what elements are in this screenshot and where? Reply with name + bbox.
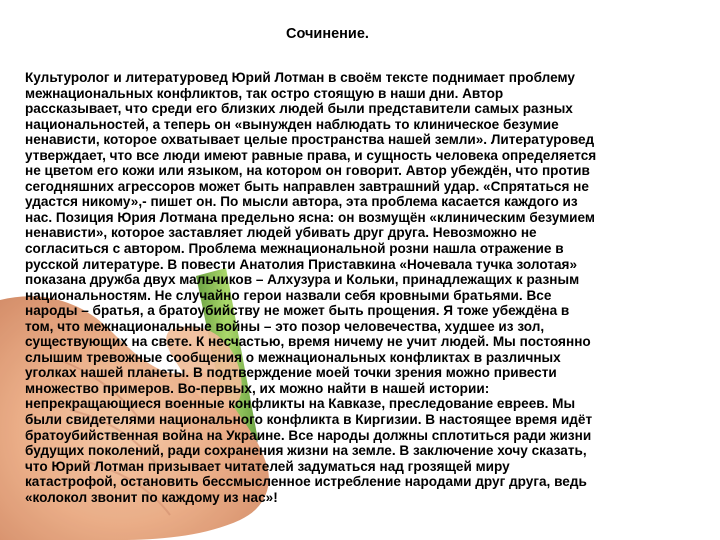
essay-line: братоубийственная война на Украине. Все народы должны сплотиться ради жизни [25,427,592,443]
essay-line: удастся никому»,- пишет он. По мысли автора, эта проблема касается каждого из [25,194,578,210]
essay-line: были свидетелями национального конфликта в Киргизии. В настоящее время идёт [25,412,593,428]
essay-line: национальностей, а теперь он «вынужден наблюдать то клиническое безумие [25,116,559,132]
essay-line: не цветом его кожи или языком, на котором он говорит. Автор убеждён, что против [25,163,590,179]
page-title: Сочинение. [286,26,369,42]
essay-line: существующих на свете. К несчастью, время ничему не учит людей. Мы постоянно [25,334,591,350]
essay-line: ненависти, которое охватывает целые пространства нашей земли». Литературовед [25,132,595,148]
essay-line: нас. Позиция Юрия Лотмана предельно ясна: он возмущён «клиническим безумием [25,209,595,225]
essay-line: катастрофой, остановить бессмысленное истребление народами друг друга, ведь [25,474,587,490]
essay-line: «колокол звонит по каждому из нас»! [25,489,278,505]
essay-line: русской литературе. В повести Анатолия Приставкина «Ночевала тучка золотая» [25,256,578,272]
essay-line: будущих поколений, ради сохранения жизни на земле. В заключение хочу сказать, [25,443,587,459]
essay-line: утверждает, что все люди имеют равные права, и сущность человека определяется [25,147,597,163]
essay-line: согласиться с автором. Проблема межнациональной розни нашла отражение в [25,241,564,257]
essay-line: национальностям. Не случайно герои назвали себя кровными братьями. Все [25,287,552,303]
essay-line: сегодняшних агрессоров может быть направлен завтрашний удар. «Спрятаться не [25,178,589,194]
essay-line: уголках нашей планеты. В подтверждение моей точки зрения можно привести [25,365,557,381]
essay-line: народы – братья, а братоубийству не может быть прощения. Я тоже убеждёна в [25,303,570,319]
essay-line: непрекращающиеся военные конфликты на Кавказе, преследование евреев. Мы [25,396,576,412]
essay-line: межнациональных конфликтов, так остро стоящую в наши дни. Автор [25,85,504,101]
essay-line: том, что межнациональные войны – это позор человечества, худшее из зол, [25,318,545,334]
essay-line: показана дружба двух мальчиков – Алхузура и Кольки, принадлежащих к разным [25,272,580,288]
essay-line: ненависти», которое заставляет людей убивать друг друга. Невозможно не [25,225,537,241]
essay-line: рассказывает, что среди его близких людей были представители самых разных [25,101,573,117]
essay-line: что Юрий Лотман призывает читателей задуматься над грозящей миру [25,458,510,474]
essay-line: множество примеров. Во-первых, их можно найти в нашей истории: [25,380,490,396]
essay-line: Культуролог и литературовед Юрий Лотман в своём тексте поднимает проблему [25,70,575,85]
essay-text [25,70,693,505]
essay-line: слышим тревожные сообщения о межнациональных конфликтах в различных [25,349,561,365]
